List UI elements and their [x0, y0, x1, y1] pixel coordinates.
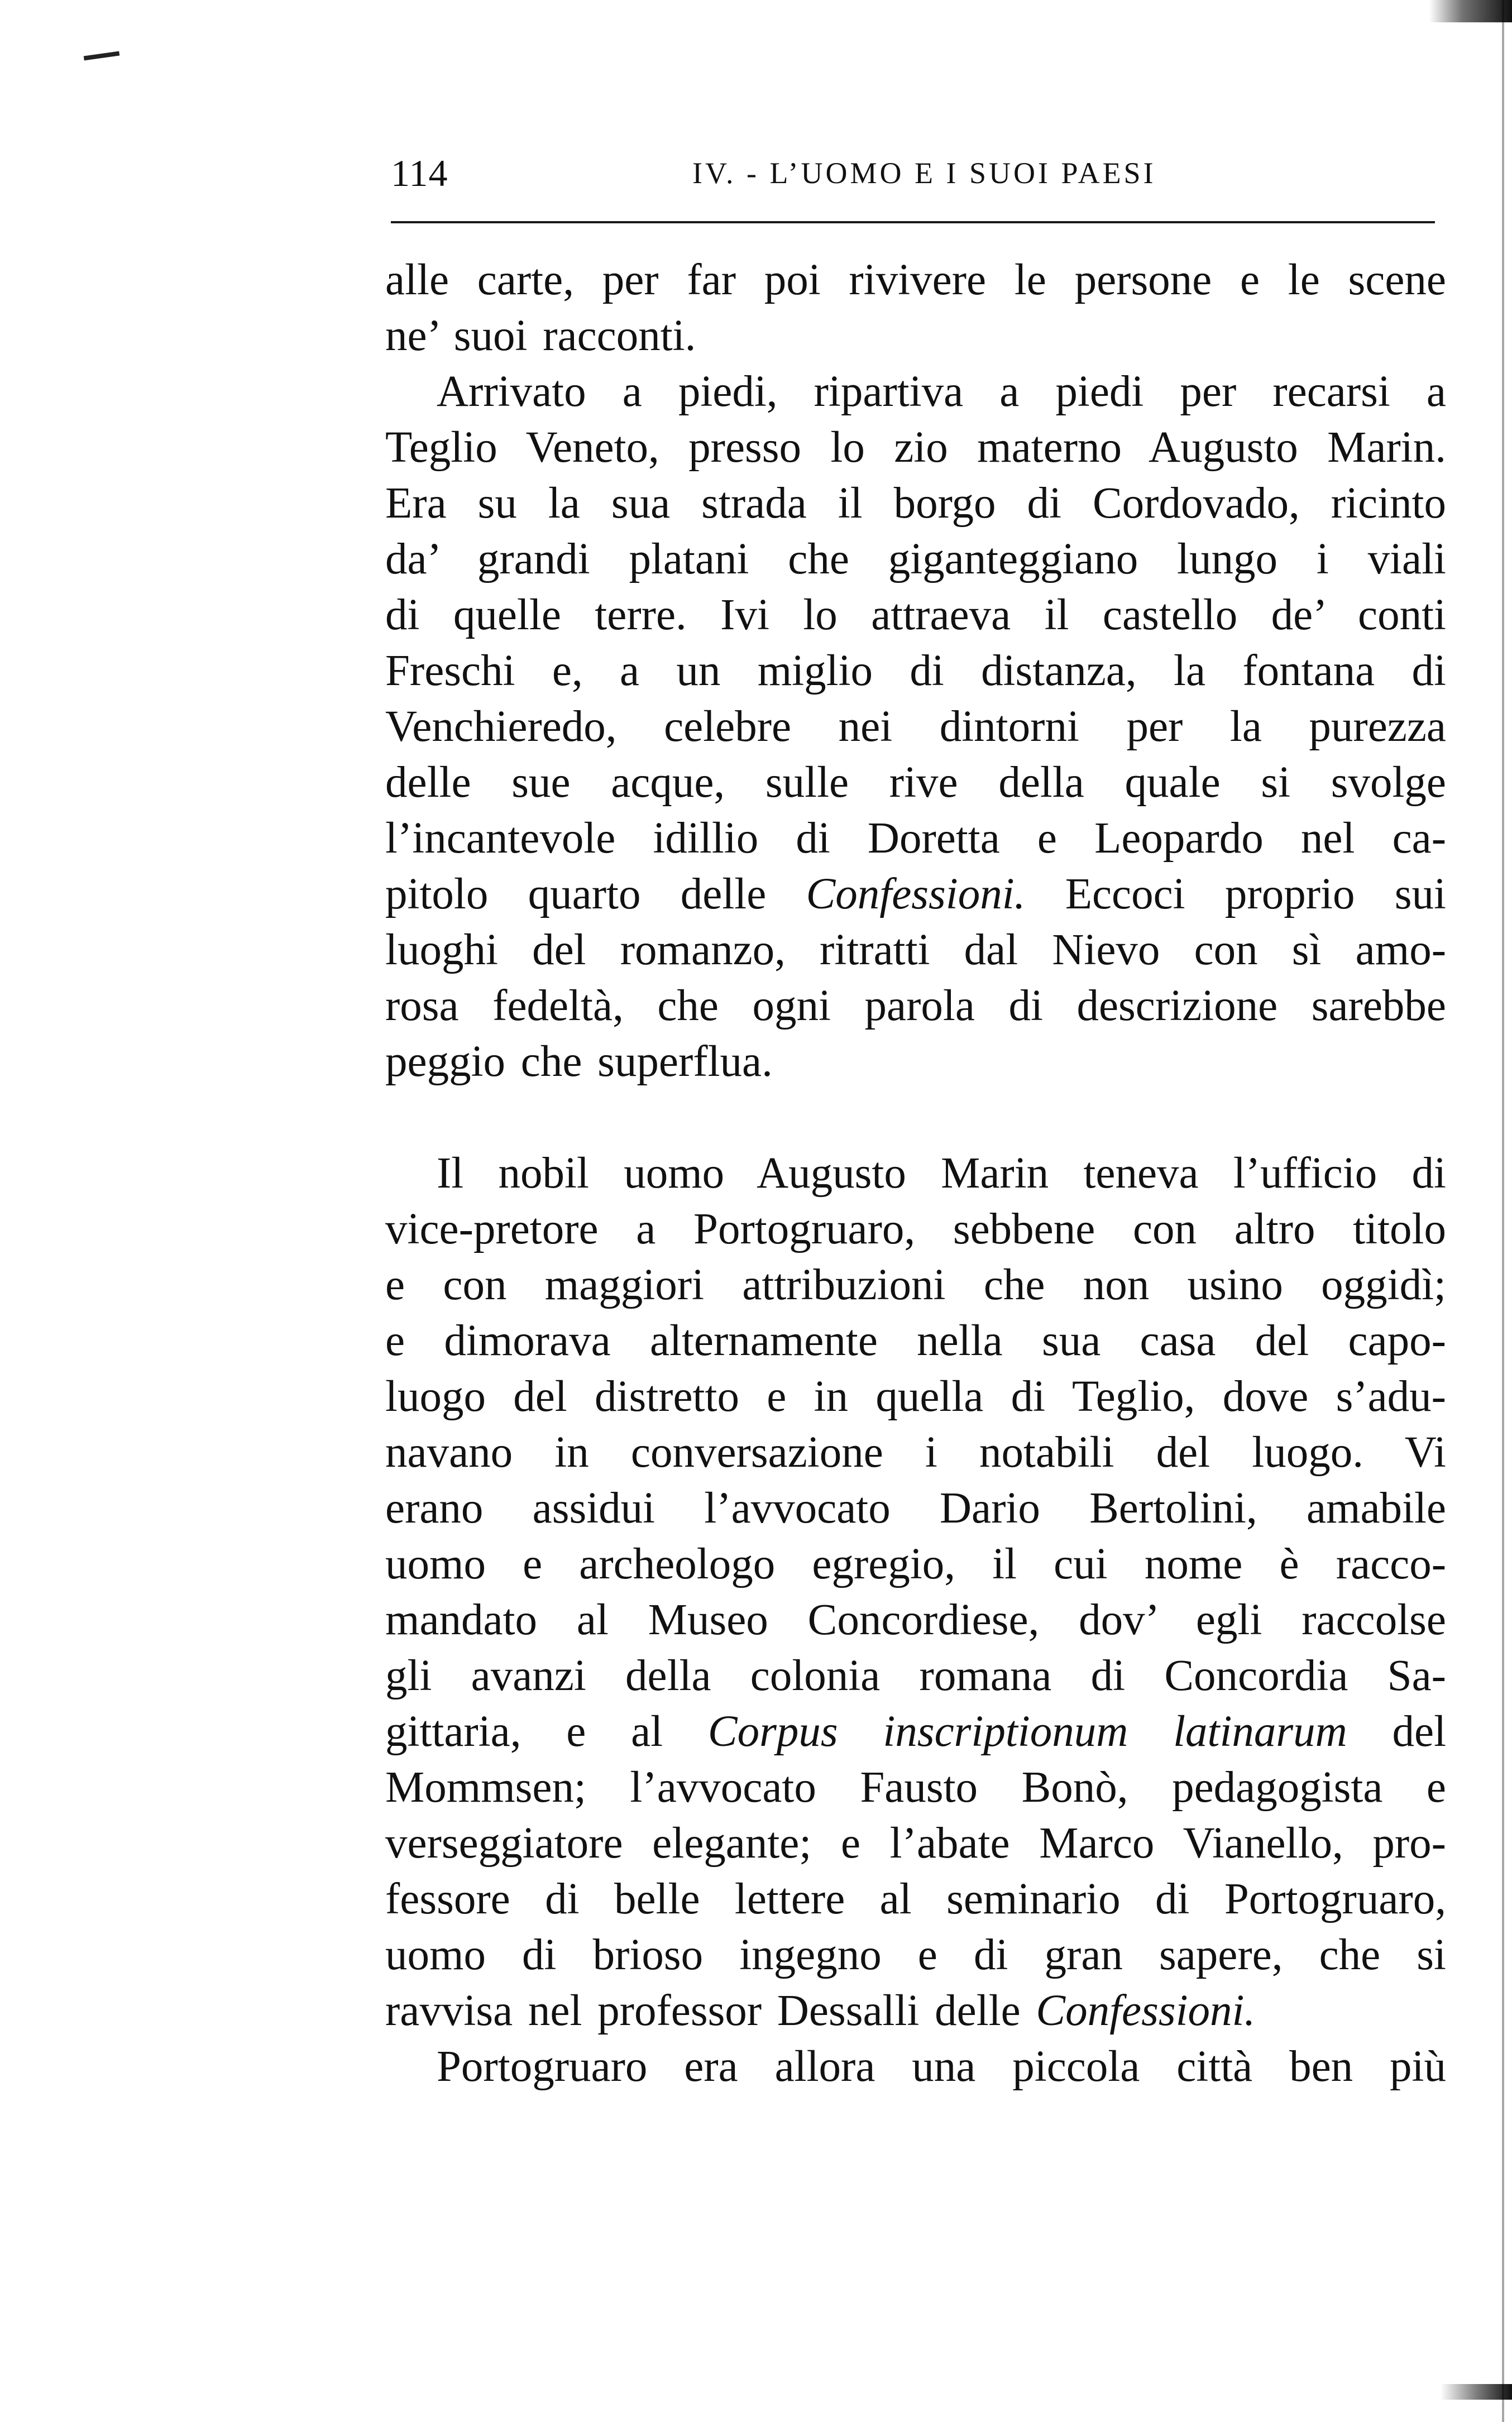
text-segment: del [1347, 1707, 1447, 1756]
text-segment: ravvisa nel professor Dessalli delle [385, 1987, 1036, 2035]
text-line: Era su la sua strada il borgo di Cordovado, ricinto [385, 479, 1446, 528]
page-number: 114 [391, 152, 448, 194]
running-title: IV. - L’UOMO E I SUOI PAESI [692, 156, 1156, 190]
text-line: erano assidui l’avvocato Dario Bertolini, amabile [385, 1484, 1446, 1533]
text-segment: pitolo quarto delle [385, 870, 806, 918]
section-gap [385, 1090, 1446, 1146]
scan-speck [84, 51, 119, 61]
scan-shadow-top-right [1429, 0, 1512, 22]
text-line: ne’ suoi racconti. [385, 312, 696, 360]
text-line: Arrivato a piedi, ripartiva a piedi per recarsi a [437, 367, 1446, 416]
italic-title: Confessioni. [806, 870, 1026, 918]
text-line: luoghi del romanzo, ritratti dal Nievo con sì amo- [385, 926, 1446, 974]
text-line: Venchieredo, celebre nei dintorni per la purezza [385, 702, 1446, 751]
text-line: uomo e archeologo egregio, il cui nome è racco- [385, 1540, 1446, 1588]
text-line: vice-pretore a Portogruaro, sebbene con altro titolo [385, 1205, 1446, 1253]
text-line: rosa fedeltà, che ogni parola di descrizione sarebbe [385, 982, 1446, 1030]
text-line: Mommsen; l’avvocato Fausto Bonò, pedagogista e [385, 1763, 1446, 1812]
italic-title: Corpus inscriptionum latinarum [707, 1707, 1347, 1756]
text-line: gli avanzi della colonia romana di Concordia Sa- [385, 1652, 1446, 1700]
text-segment: gittaria, e al [385, 1707, 708, 1756]
text-line: e dimorava alternamente nella sua casa del capo- [385, 1317, 1446, 1365]
text-segment: Eccoci proprio sui [1025, 870, 1446, 918]
text-line: navano in conversazione i notabili del luogo. Vi [385, 1428, 1446, 1477]
italic-title: Confessioni. [1036, 1987, 1256, 2035]
text-line: Portogruaro era allora una piccola città ben più [437, 2042, 1446, 2091]
text-line: di quelle terre. Ivi lo attraeva il castello de’ conti [385, 591, 1446, 639]
text-line: delle sue acque, sulle rive della quale si svolge [385, 758, 1446, 807]
text-line: da’ grandi platani che giganteggiano lungo i viali [385, 535, 1446, 583]
text-line: Teglio Veneto, presso lo zio materno Augusto Marin. [385, 423, 1446, 472]
text-line: uomo di brioso ingegno e di gran sapere, che si [385, 1931, 1446, 1979]
text-line: luogo del distretto e in quella di Teglio, dove s’adu- [385, 1372, 1446, 1421]
text-line: Il nobil uomo Augusto Marin teneva l’ufficio di [437, 1149, 1446, 1198]
text-line: Freschi e, a un miglio di distanza, la fontana di [385, 647, 1446, 695]
text-line: l’incantevole idillio di Doretta e Leopardo nel ca- [385, 814, 1446, 863]
text-line: e con maggiori attribuzioni che non usino oggidì; [385, 1261, 1446, 1309]
text-line [385, 867, 1446, 922]
text-line [385, 1704, 1446, 1760]
text-line: mandato al Museo Concordiese, dov’ egli raccolse [385, 1596, 1446, 1644]
text-line: fessore di belle lettere al seminario di Portogruaro, [385, 1875, 1446, 1923]
scan-shadow-bottom-right [1441, 2384, 1512, 2400]
running-head [391, 151, 1441, 195]
text-line: verseggiatore elegante; e l’abate Marco Vianello, pro- [385, 1819, 1446, 1868]
page-edge [1502, 0, 1504, 2422]
text-line: peggio che superflua. [385, 1037, 773, 1086]
header-rule [391, 221, 1435, 223]
body-text [385, 252, 1446, 2095]
text-line [385, 1983, 1446, 2039]
text-line: alle carte, per far poi rivivere le persone e le scene [385, 256, 1446, 304]
